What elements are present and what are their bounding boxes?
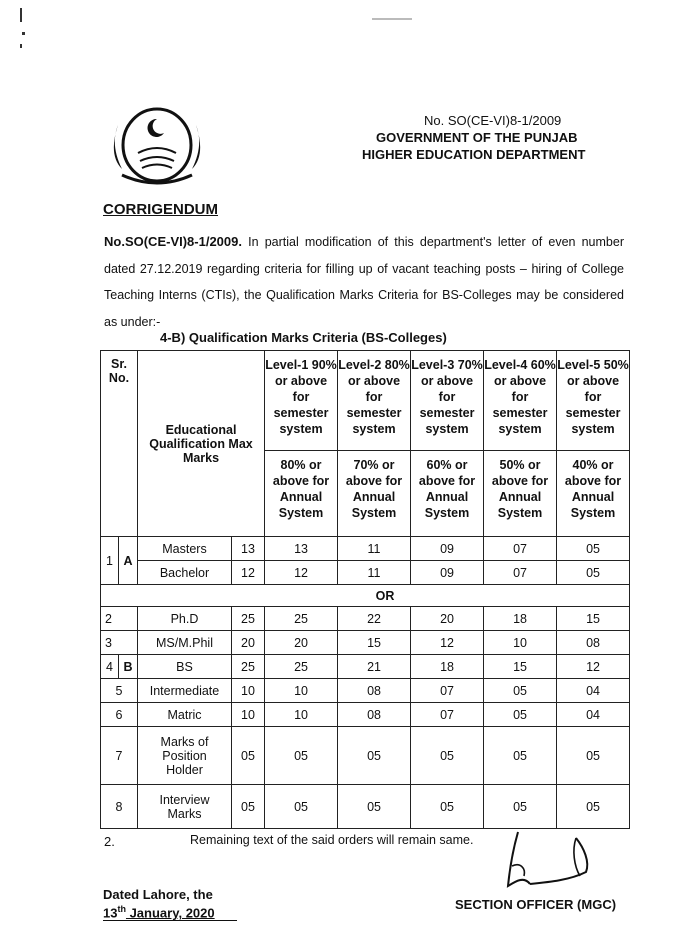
value-cell: 05 bbox=[557, 561, 630, 585]
level-1-semester: Level-1 90% or above for semester system bbox=[265, 351, 338, 451]
table-row bbox=[101, 631, 630, 655]
qualification-header: Educational Qualification Max Marks bbox=[138, 351, 265, 537]
value-cell: 07 bbox=[484, 537, 557, 561]
max-marks-cell: 25 bbox=[232, 655, 265, 679]
qualification-cell: Intermediate bbox=[138, 679, 232, 703]
level-5-annual: 40% or above for Annual System bbox=[557, 451, 630, 537]
level-1-annual: 80% or above for Annual System bbox=[265, 451, 338, 537]
date-rest: January, 2020 bbox=[125, 905, 215, 921]
table-row bbox=[101, 679, 630, 703]
qualification-cell: Masters bbox=[138, 537, 232, 561]
value-cell: 08 bbox=[338, 679, 411, 703]
value-cell: 04 bbox=[557, 679, 630, 703]
value-cell: 09 bbox=[411, 561, 484, 585]
max-marks-cell: 05 bbox=[232, 727, 265, 785]
department-name: HIGHER EDUCATION DEPARTMENT bbox=[362, 147, 586, 162]
value-cell: 11 bbox=[338, 537, 411, 561]
table-row bbox=[101, 703, 630, 727]
sr-cell: 3 bbox=[101, 631, 138, 655]
sr-cell: 1 bbox=[101, 537, 119, 585]
value-cell: 12 bbox=[265, 561, 338, 585]
value-cell: 21 bbox=[338, 655, 411, 679]
punjab-government-logo bbox=[102, 105, 212, 187]
value-cell: 05 bbox=[484, 727, 557, 785]
qualification-marks-table bbox=[100, 350, 630, 829]
max-marks-cell: 10 bbox=[232, 703, 265, 727]
table-row bbox=[101, 537, 630, 561]
value-cell: 11 bbox=[338, 561, 411, 585]
scan-mark bbox=[20, 44, 22, 48]
value-cell: 25 bbox=[265, 607, 338, 631]
value-cell: 05 bbox=[484, 703, 557, 727]
qualification-cell: Ph.D bbox=[138, 607, 232, 631]
value-cell: 15 bbox=[338, 631, 411, 655]
sr-cell: 2 bbox=[101, 607, 138, 631]
date-day: 13 bbox=[103, 905, 118, 921]
value-cell: 18 bbox=[411, 655, 484, 679]
scan-mark bbox=[22, 32, 25, 35]
max-marks-cell: 12 bbox=[232, 561, 265, 585]
value-cell: 04 bbox=[557, 703, 630, 727]
signature bbox=[490, 826, 610, 896]
body-paragraph bbox=[104, 229, 624, 335]
max-marks-cell: 25 bbox=[232, 607, 265, 631]
qualification-cell: BS bbox=[138, 655, 232, 679]
value-cell: 10 bbox=[484, 631, 557, 655]
value-cell: 09 bbox=[411, 537, 484, 561]
value-cell: 07 bbox=[411, 703, 484, 727]
sr-cell: 6 bbox=[101, 703, 138, 727]
value-cell: 05 bbox=[338, 727, 411, 785]
letter-number: No. SO(CE-VI)8-1/2009 bbox=[424, 113, 562, 128]
level-3-annual: 60% or above for Annual System bbox=[411, 451, 484, 537]
value-cell: 05 bbox=[265, 727, 338, 785]
body-text: In partial modification of this department's letter of even number dated 27.12.2019 regarding criteria for filling up of vacant teaching posts – hiring of College Teaching Interns (CTIs), the Qualification Marks Criteria for BS-Colleges may be considered as under:- bbox=[104, 235, 624, 329]
remaining-text: Remaining text of the said orders will remain same. bbox=[190, 833, 474, 847]
value-cell: 05 bbox=[484, 785, 557, 829]
scan-mark bbox=[372, 18, 412, 20]
value-cell: 25 bbox=[265, 655, 338, 679]
value-cell: 13 bbox=[265, 537, 338, 561]
scan-mark bbox=[20, 8, 22, 22]
sr-cell: 5 bbox=[101, 679, 138, 703]
level-4-semester: Level-4 60% or above for semester system bbox=[484, 351, 557, 451]
qualification-cell: Bachelor bbox=[138, 561, 232, 585]
level-3-semester: Level-3 70% or above for semester system bbox=[411, 351, 484, 451]
level-4-annual: 50% or above for Annual System bbox=[484, 451, 557, 537]
value-cell: 05 bbox=[484, 679, 557, 703]
value-cell: 15 bbox=[484, 655, 557, 679]
qualification-cell: Marks of Position Holder bbox=[138, 727, 232, 785]
value-cell: 10 bbox=[265, 679, 338, 703]
max-marks-cell: 13 bbox=[232, 537, 265, 561]
value-cell: 05 bbox=[557, 537, 630, 561]
value-cell: 12 bbox=[411, 631, 484, 655]
max-marks-cell: 05 bbox=[232, 785, 265, 829]
point-number: 2. bbox=[104, 834, 115, 849]
value-cell: 05 bbox=[411, 785, 484, 829]
section-officer: SECTION OFFICER (MGC) bbox=[455, 897, 617, 912]
max-marks-cell: 10 bbox=[232, 679, 265, 703]
value-cell: 12 bbox=[557, 655, 630, 679]
qualification-cell: Interview Marks bbox=[138, 785, 232, 829]
table-row bbox=[101, 655, 630, 679]
table-row bbox=[101, 785, 630, 829]
government-name: GOVERNMENT OF THE PUNJAB bbox=[376, 130, 578, 145]
value-cell: 07 bbox=[484, 561, 557, 585]
value-cell: 05 bbox=[411, 727, 484, 785]
value-cell: 05 bbox=[265, 785, 338, 829]
value-cell: 22 bbox=[338, 607, 411, 631]
dated-place: Dated Lahore, the bbox=[103, 887, 213, 902]
document-title: CORRIGENDUM bbox=[103, 201, 218, 218]
level-2-annual: 70% or above for Annual System bbox=[338, 451, 411, 537]
sr-cell: 8 bbox=[101, 785, 138, 829]
value-cell: 20 bbox=[411, 607, 484, 631]
qualification-cell: Matric bbox=[138, 703, 232, 727]
date-suffix: th bbox=[117, 904, 126, 914]
group-label: B bbox=[119, 655, 138, 679]
value-cell: 20 bbox=[265, 631, 338, 655]
table-row bbox=[101, 561, 630, 585]
level-2-semester: Level-2 80% or above for semester system bbox=[338, 351, 411, 451]
value-cell: 08 bbox=[338, 703, 411, 727]
qualification-cell: MS/M.Phil bbox=[138, 631, 232, 655]
or-divider: OR bbox=[101, 585, 630, 607]
value-cell: 15 bbox=[557, 607, 630, 631]
value-cell: 18 bbox=[484, 607, 557, 631]
value-cell: 05 bbox=[557, 785, 630, 829]
table-row bbox=[101, 607, 630, 631]
value-cell: 10 bbox=[265, 703, 338, 727]
reference-number: No.SO(CE-VI)8-1/2009. bbox=[104, 234, 242, 249]
value-cell: 07 bbox=[411, 679, 484, 703]
value-cell: 05 bbox=[557, 727, 630, 785]
sr-no-header: Sr. No. bbox=[101, 351, 138, 537]
level-5-semester: Level-5 50% or above for semester system bbox=[557, 351, 630, 451]
group-label: A bbox=[119, 537, 138, 585]
table-row bbox=[101, 727, 630, 785]
date bbox=[103, 904, 237, 921]
section-title: 4-B) Qualification Marks Criteria (BS-Colleges) bbox=[160, 330, 447, 345]
max-marks-cell: 20 bbox=[232, 631, 265, 655]
value-cell: 05 bbox=[338, 785, 411, 829]
sr-cell: 7 bbox=[101, 727, 138, 785]
value-cell: 08 bbox=[557, 631, 630, 655]
sr-cell: 4 bbox=[101, 655, 119, 679]
